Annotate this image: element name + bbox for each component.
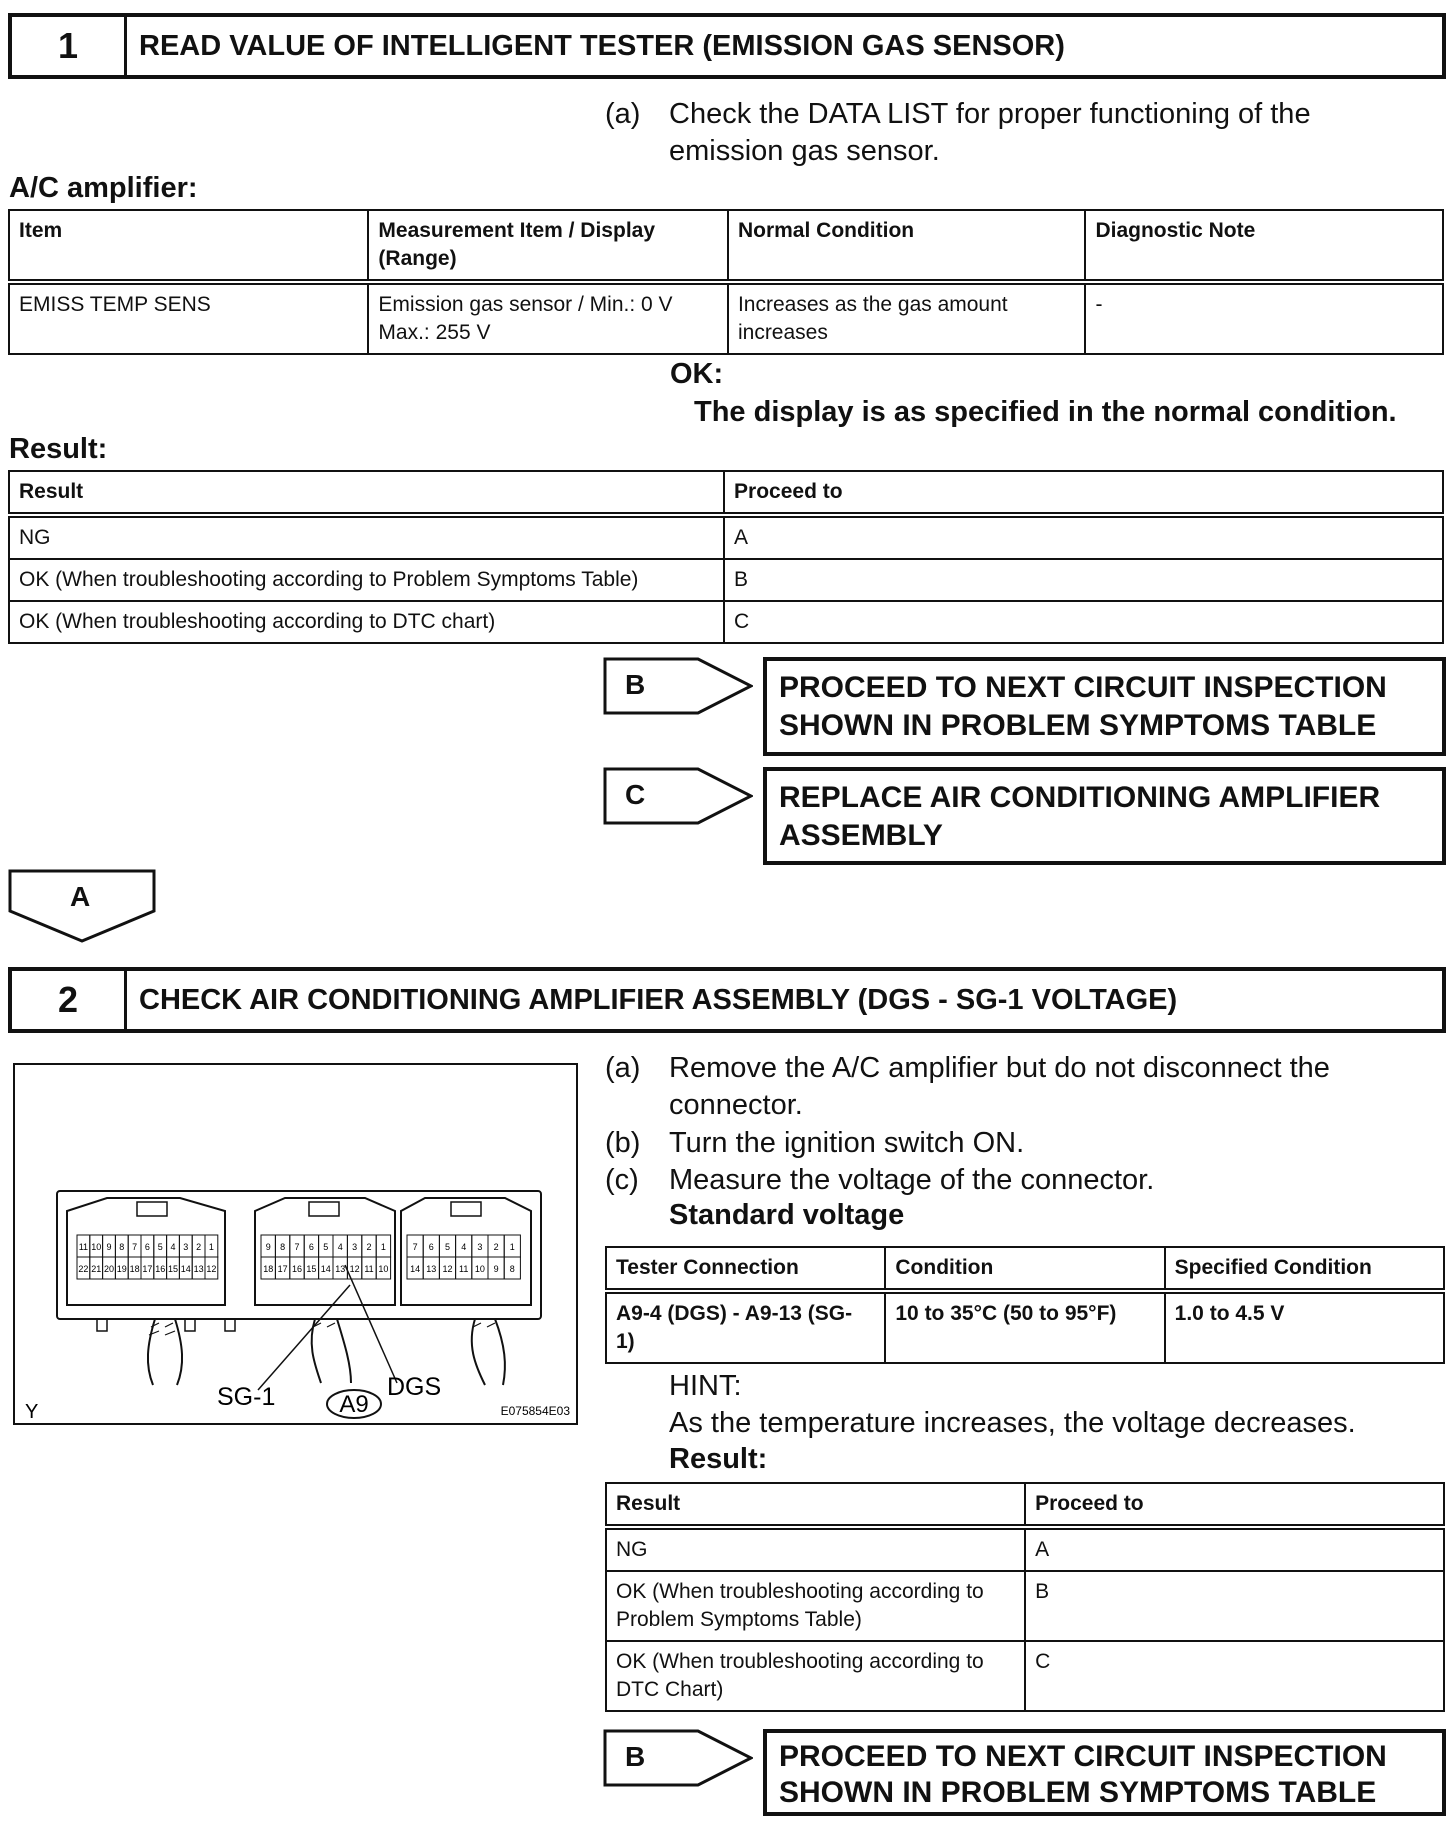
pin-number: 2 [366,1242,372,1252]
step-1-header [8,13,1446,79]
pin-number: 18 [129,1264,140,1274]
item-label: (b) [605,1127,641,1159]
table-row [9,515,1443,559]
cell-result: NG [606,1527,1025,1571]
pin-number: 12 [442,1264,453,1274]
header-condition: Condition [885,1247,1164,1291]
connector-a9-illustration [15,1065,576,1423]
pin-number: 8 [509,1264,515,1274]
pin-number: 11 [459,1264,469,1274]
ac-amplifier-heading: A/C amplifier: [9,172,198,204]
pin-number: 18 [263,1264,274,1274]
pin-number: 13 [193,1264,204,1274]
cell-result: OK (When troubleshooting according to DTC chart) [9,601,724,643]
branch-tag-label: B [625,669,646,700]
pin-number: 9 [265,1242,271,1252]
standard-voltage-heading: Standard voltage [669,1199,905,1231]
pin-number: 6 [428,1242,434,1252]
figure-code: E075854E03 [500,1404,570,1418]
branch-a-tag [8,869,156,943]
pin-number: 3 [477,1242,483,1252]
pin-number: 3 [352,1242,358,1252]
result-line1: PROCEED TO NEXT CIRCUIT INSPECTION [779,1740,1387,1773]
item-label: (c) [605,1164,639,1196]
cell-proceed: A [1025,1527,1444,1571]
step-number: 2 [12,971,127,1029]
table-row [606,1291,1444,1363]
pin-number: 15 [306,1264,317,1274]
step1-instruction-a [605,96,1445,172]
cell-result: NG [9,515,724,559]
item-label: (a) [605,98,641,130]
header-proceed: Proceed to [724,471,1443,515]
pin-number: 11 [78,1242,89,1252]
branch-tag-label: B [625,1741,646,1772]
header-measurement: Measurement Item / Display (Range) [368,210,728,282]
item-text: Turn the ignition switch ON. [669,1127,1025,1159]
voltage-table [605,1246,1445,1364]
ok-label: OK: [670,358,724,390]
pin-number: 9 [493,1264,499,1274]
step-2-header [8,967,1446,1033]
pin-number: 7 [132,1242,138,1252]
cell-result: OK (When troubleshooting according to Problem Symptoms Table) [606,1571,1025,1641]
branch-b-tag [603,657,753,717]
header-result: Result [9,471,724,515]
pin-number: 14 [410,1264,421,1274]
pin-number: 10 [378,1264,389,1274]
pin-number: 21 [91,1264,102,1274]
pin-number: 16 [291,1264,303,1274]
pin-number: 1 [509,1242,515,1252]
pin-number: 4 [337,1242,343,1252]
item-text-line2: emission gas sensor. [669,135,940,167]
header-normal: Normal Condition [728,210,1085,282]
cell-note: - [1085,282,1443,354]
pin-number: 7 [412,1242,418,1252]
branch-b-result [763,657,1446,756]
branch-tag-label: A [70,881,91,912]
step2-instruction-c [605,1162,1445,1199]
hint-text: As the temperature increases, the voltage decreases. [669,1407,1356,1439]
pin-number: 6 [308,1242,314,1252]
result-heading: Result: [9,433,108,465]
item-text-line1: Remove the A/C amplifier but do not disconnect the [669,1052,1330,1084]
table-row [9,601,1443,643]
step-title: CHECK AIR CONDITIONING AMPLIFIER ASSEMBLY (DGS - SG-1 VOLTAGE) [139,983,1178,1016]
result-line2: ASSEMBLY [779,819,943,852]
header-proceed: Proceed to [1025,1483,1444,1527]
pin-number: 20 [103,1264,115,1274]
item-label: (a) [605,1052,641,1084]
table-header-row [9,471,1443,515]
pin-number: 2 [196,1242,202,1252]
pin-number: 5 [323,1242,329,1252]
table-row [9,282,1443,354]
hint-label: HINT: [669,1370,742,1402]
cell-proceed: B [1025,1571,1444,1641]
pin-number: 1 [380,1242,386,1252]
table-row [606,1571,1444,1641]
pin-number: 2 [493,1242,499,1252]
pin-number: 3 [183,1242,189,1252]
pin-number: 17 [142,1264,153,1274]
table-header-row [606,1247,1444,1291]
header-item: Item [9,210,368,282]
sg1-label: SG-1 [217,1383,276,1411]
connector-code-label: A9 [339,1391,369,1418]
table-row [606,1527,1444,1571]
branch-c-tag [603,767,753,827]
result-line1: PROCEED TO NEXT CIRCUIT INSPECTION [779,671,1387,704]
step-title: READ VALUE OF INTELLIGENT TESTER (EMISSION GAS SENSOR) [139,29,1065,62]
connector-diagram [13,1063,578,1425]
cell-connection: A9-4 (DGS) - A9-13 (SG- 1) [606,1291,885,1363]
pin-number: 8 [280,1242,286,1252]
step2-instruction-b [605,1125,1445,1162]
pin-number: 14 [320,1264,331,1274]
pin-number: 22 [78,1264,89,1274]
result-line2: SHOWN IN PROBLEM SYMPTOMS TABLE [779,1776,1377,1809]
pin-number: 17 [277,1264,288,1274]
item-text: Measure the voltage of the connector. [669,1164,1155,1196]
pin-number: 10 [91,1242,102,1252]
header-note: Diagnostic Note [1085,210,1443,282]
result-line1: REPLACE AIR CONDITIONING AMPLIFIER [779,781,1381,814]
branch-tag-label: C [625,779,646,810]
cell-spec: 1.0 to 4.5 V [1165,1291,1444,1363]
table-header-row [606,1483,1444,1527]
pin-grid-18 [261,1235,391,1279]
pin-number: 8 [119,1242,125,1252]
pin-number: 15 [167,1264,179,1274]
step-number: 1 [12,17,127,75]
pin-grid-14 [407,1235,520,1279]
result-line2: SHOWN IN PROBLEM SYMPTOMS TABLE [779,709,1377,742]
pin-number: 13 [335,1264,346,1274]
pin-number: 10 [474,1264,485,1274]
pin-number: 14 [180,1264,191,1274]
cell-proceed: C [724,601,1443,643]
pin-number: 19 [116,1264,127,1274]
step2-instruction-a [605,1050,1445,1126]
table-header-row [9,210,1443,282]
pin-number: 4 [170,1242,176,1252]
datalist-table [8,209,1444,355]
cell-condition: 10 to 35°C (50 to 95°F) [885,1291,1164,1363]
cell-proceed: B [724,559,1443,601]
table-row [9,559,1443,601]
cell-proceed: C [1025,1641,1444,1711]
pin-number: 5 [157,1242,163,1252]
pin-number: 6 [144,1242,150,1252]
result-heading: Result: [669,1443,768,1475]
pin-number: 4 [461,1242,467,1252]
item-text-line1: Check the DATA LIST for proper functioning of the [669,98,1311,130]
dgs-label: DGS [387,1373,442,1401]
cell-proceed: A [724,515,1443,559]
header-tester-connection: Tester Connection [606,1247,885,1291]
cell-measurement: Emission gas sensor / Min.: 0 V Max.: 255 V [368,282,728,354]
pin-number: 16 [155,1264,166,1274]
header-specified: Specified Condition [1165,1247,1444,1291]
cell-item: EMISS TEMP SENS [9,282,368,354]
pin-number: 11 [364,1264,374,1274]
cell-result: OK (When troubleshooting according to DTC Chart) [606,1641,1025,1711]
pin-number: 7 [294,1242,300,1252]
item-text-line2: connector. [669,1089,803,1121]
result-table-1 [8,470,1444,644]
corner-label: Y [25,1401,39,1423]
branch-c-result [763,767,1446,865]
branch-b-tag [603,1729,753,1789]
pin-number: 13 [426,1264,437,1274]
pin-number: 9 [106,1242,112,1252]
pin-number: 5 [444,1242,451,1252]
pin-number: 1 [208,1242,214,1252]
pin-number: 12 [206,1264,217,1274]
cell-result: OK (When troubleshooting according to Problem Symptoms Table) [9,559,724,601]
branch-b-result [763,1729,1446,1816]
cell-normal: Increases as the gas amount increases [728,282,1085,354]
result-table-2 [605,1482,1445,1712]
header-result: Result [606,1483,1025,1527]
table-row [606,1641,1444,1711]
pin-grid-22 [77,1235,218,1279]
ok-text: The display is as specified in the normal condition. [694,396,1397,428]
pin-number: 12 [349,1264,360,1274]
